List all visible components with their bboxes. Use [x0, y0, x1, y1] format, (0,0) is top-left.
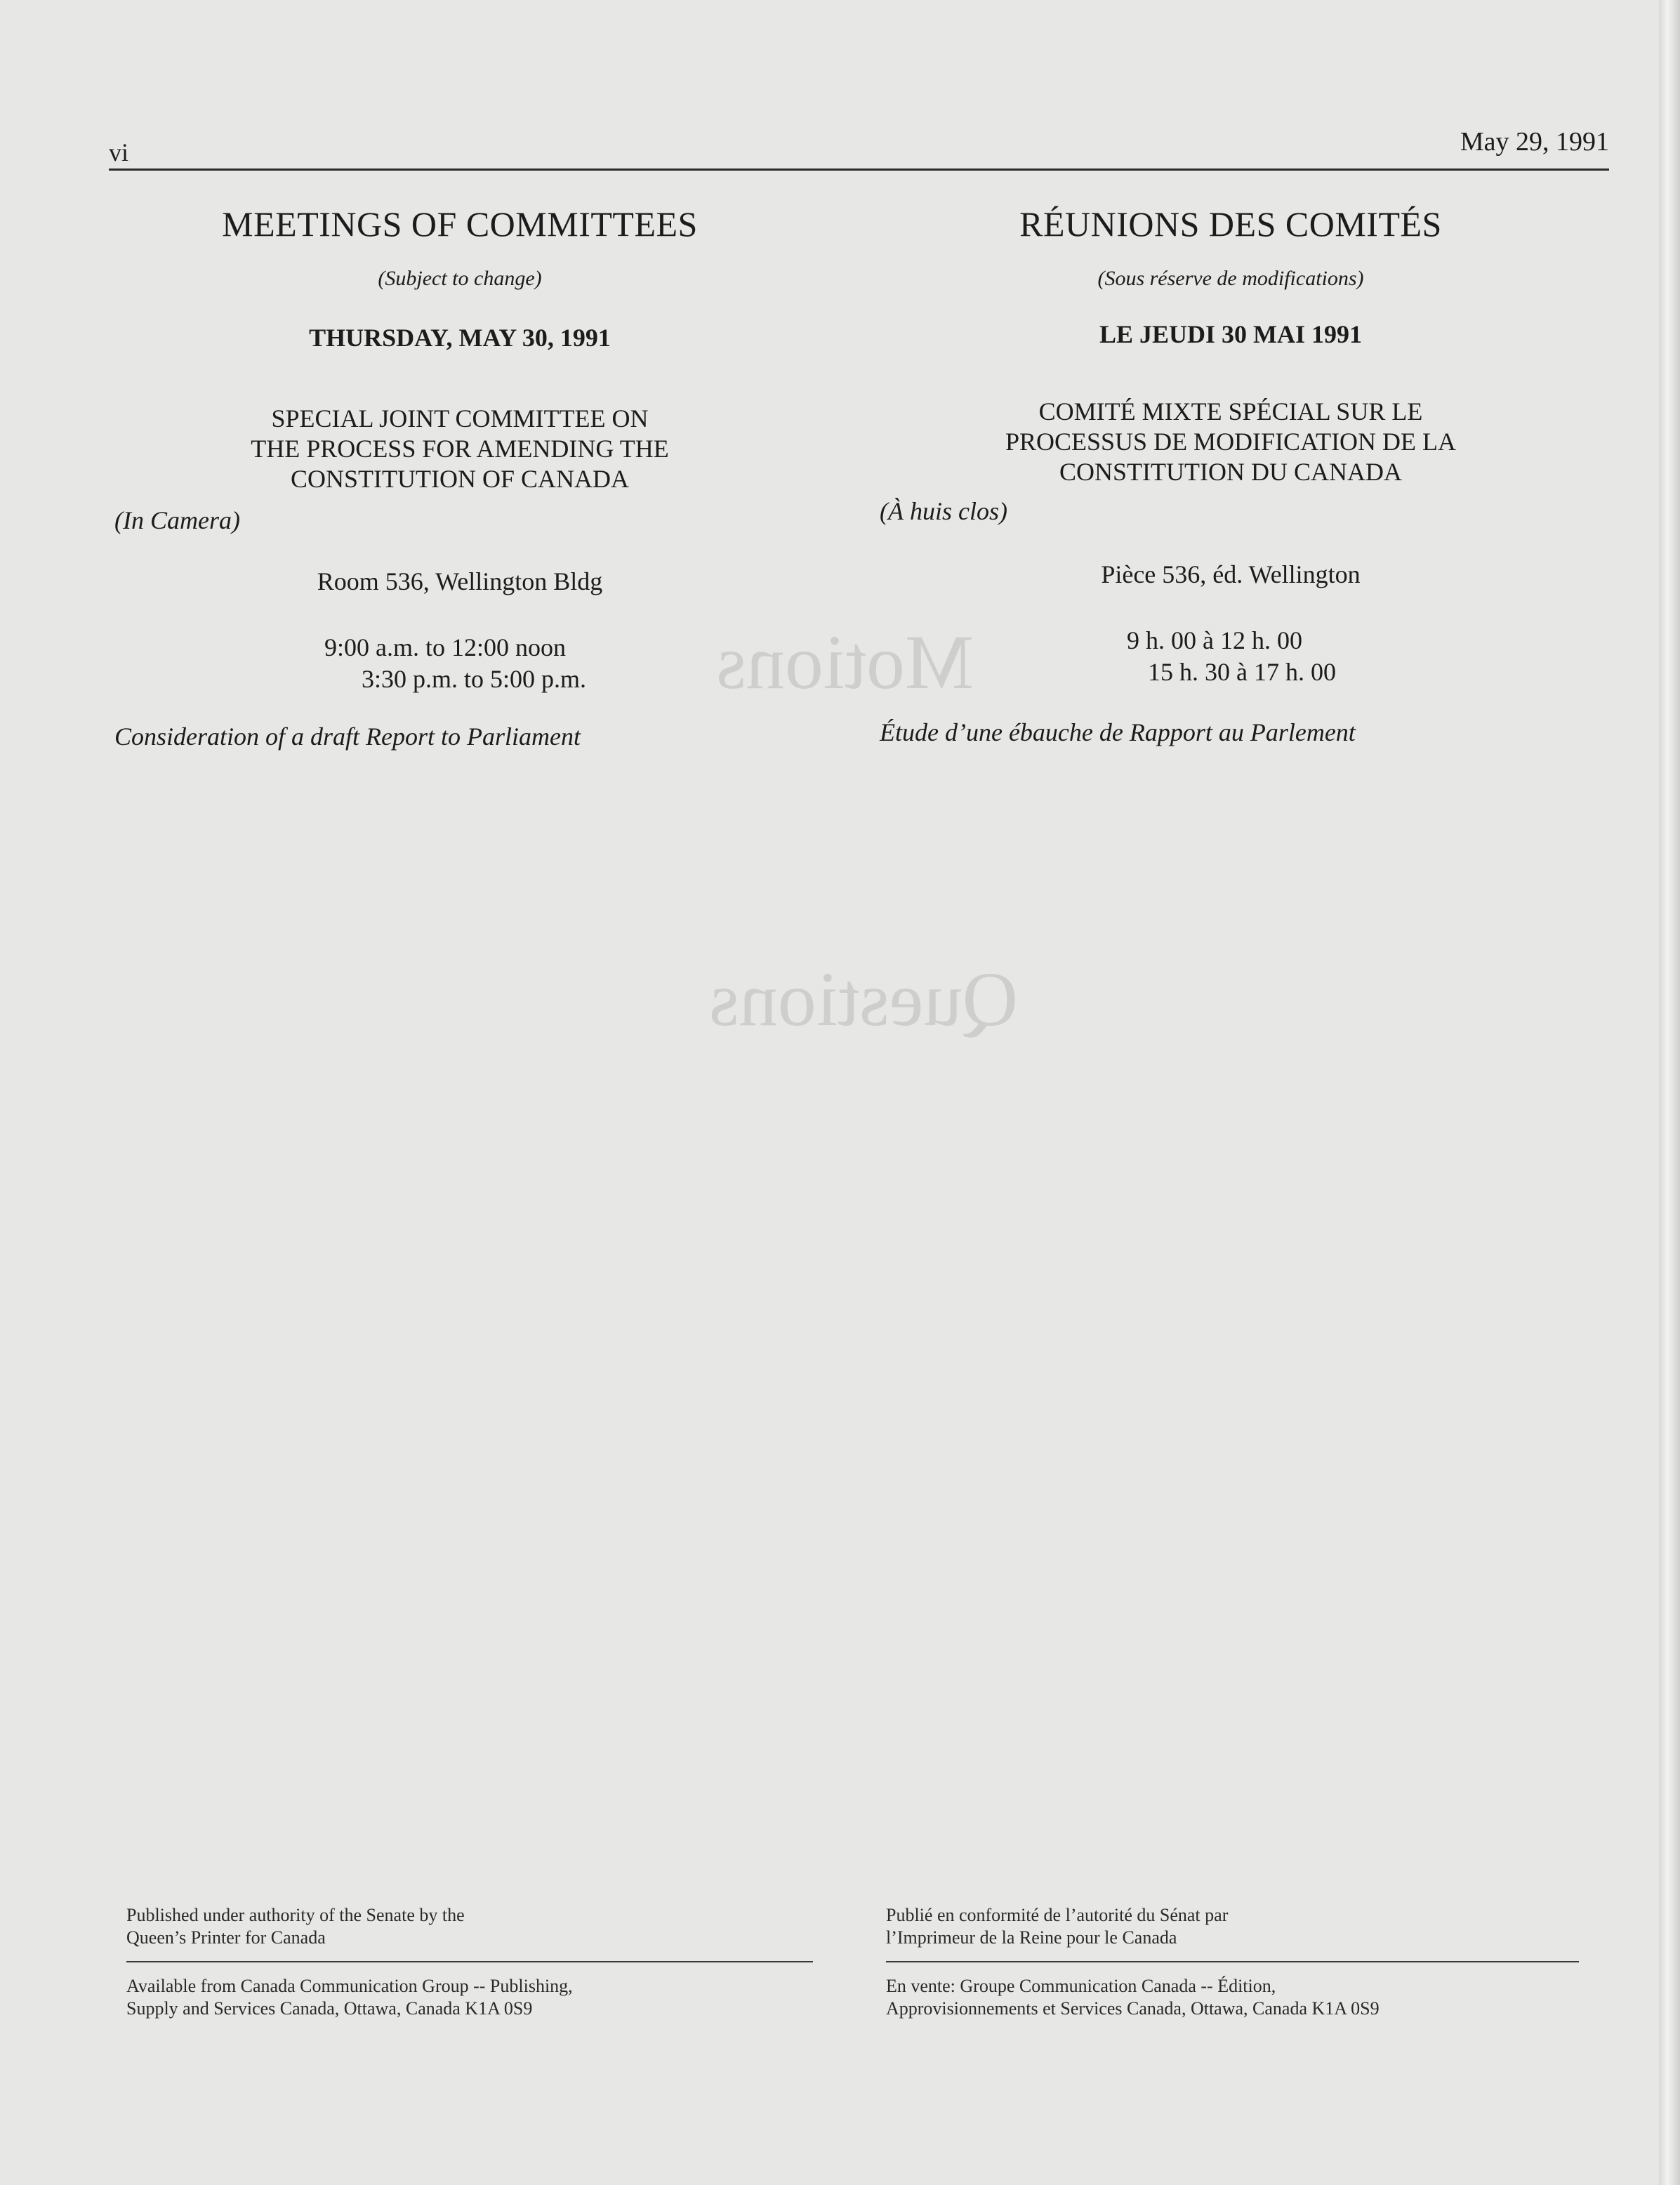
- french-business: Étude d’une ébauche de Rapport au Parlement: [880, 718, 1356, 746]
- french-subject-note: (Sous réserve de modifications): [1097, 267, 1364, 290]
- english-subject-note: (Subject to change): [378, 267, 542, 290]
- french-publisher-note: [886, 1904, 1228, 1949]
- french-committee-line: CONSTITUTION DU CANADA: [1059, 458, 1402, 486]
- french-meeting-day: LE JEUDI 30 MAI 1991: [1099, 320, 1363, 348]
- footer-line: Available from Canada Communication Group -- Publishing,: [126, 1976, 573, 1996]
- page-edge-shadow: [1659, 0, 1680, 2185]
- english-footer-rule: [126, 1961, 813, 1962]
- french-committee-name: [880, 397, 1582, 487]
- french-in-camera: (À huis clos): [880, 497, 1007, 525]
- english-meeting-day: THURSDAY, MAY 30, 1991: [309, 324, 611, 352]
- english-committee-line: SPECIAL JOINT COMMITTEE ON: [271, 404, 649, 433]
- footer-line: Published under authority of the Senate by the: [126, 1905, 465, 1925]
- english-time-line: 3:30 p.m. to 5:00 p.m.: [362, 665, 587, 693]
- english-section-title: MEETINGS OF COMMITTEES: [222, 204, 698, 244]
- english-time-line: 9:00 a.m. to 12:00 noon: [324, 633, 566, 661]
- english-committee-name: [109, 404, 811, 494]
- header-rule: [109, 169, 1609, 171]
- footer-line: Supply and Services Canada, Ottawa, Canada K1A 0S9: [126, 1998, 533, 2019]
- bleed-through-motions: Motions: [716, 619, 974, 705]
- english-committee-line: CONSTITUTION OF CANADA: [291, 465, 629, 493]
- page-folio: vi: [109, 138, 129, 166]
- french-section-title: RÉUNIONS DES COMITÉS: [1019, 204, 1442, 244]
- french-committee-line: COMITÉ MIXTE SPÉCIAL SUR LE: [1038, 397, 1423, 425]
- french-committee-line: PROCESSUS DE MODIFICATION DE LA: [1005, 428, 1457, 456]
- footer-line: En vente: Groupe Communication Canada -- Édition,: [886, 1976, 1276, 1996]
- bleed-through-questions: Questions: [709, 956, 1018, 1042]
- french-availability-note: [886, 1975, 1380, 2020]
- english-committee-line: THE PROCESS FOR AMENDING THE: [251, 435, 669, 463]
- french-time-line: 15 h. 30 à 17 h. 00: [1148, 658, 1336, 686]
- english-business: Consideration of a draft Report to Parliament: [114, 722, 581, 751]
- french-footer-rule: [886, 1961, 1579, 1962]
- footer-line: Queen’s Printer for Canada: [126, 1927, 326, 1948]
- english-time: [109, 632, 811, 695]
- english-in-camera: (In Camera): [114, 506, 240, 534]
- english-publisher-note: [126, 1904, 465, 1949]
- footer-line: Approvisionnements et Services Canada, Ottawa, Canada K1A 0S9: [886, 1998, 1380, 2019]
- page-date: May 29, 1991: [1460, 127, 1609, 157]
- french-time: [880, 625, 1582, 688]
- footer-line: l’Imprimeur de la Reine pour le Canada: [886, 1927, 1177, 1948]
- footer-line: Publié en conformité de l’autorité du Sénat par: [886, 1905, 1229, 1925]
- english-room: Room 536, Wellington Bldg: [317, 567, 603, 595]
- french-time-line: 9 h. 00 à 12 h. 00: [1127, 626, 1302, 654]
- english-availability-note: [126, 1975, 573, 2020]
- french-room: Pièce 536, éd. Wellington: [1101, 560, 1361, 588]
